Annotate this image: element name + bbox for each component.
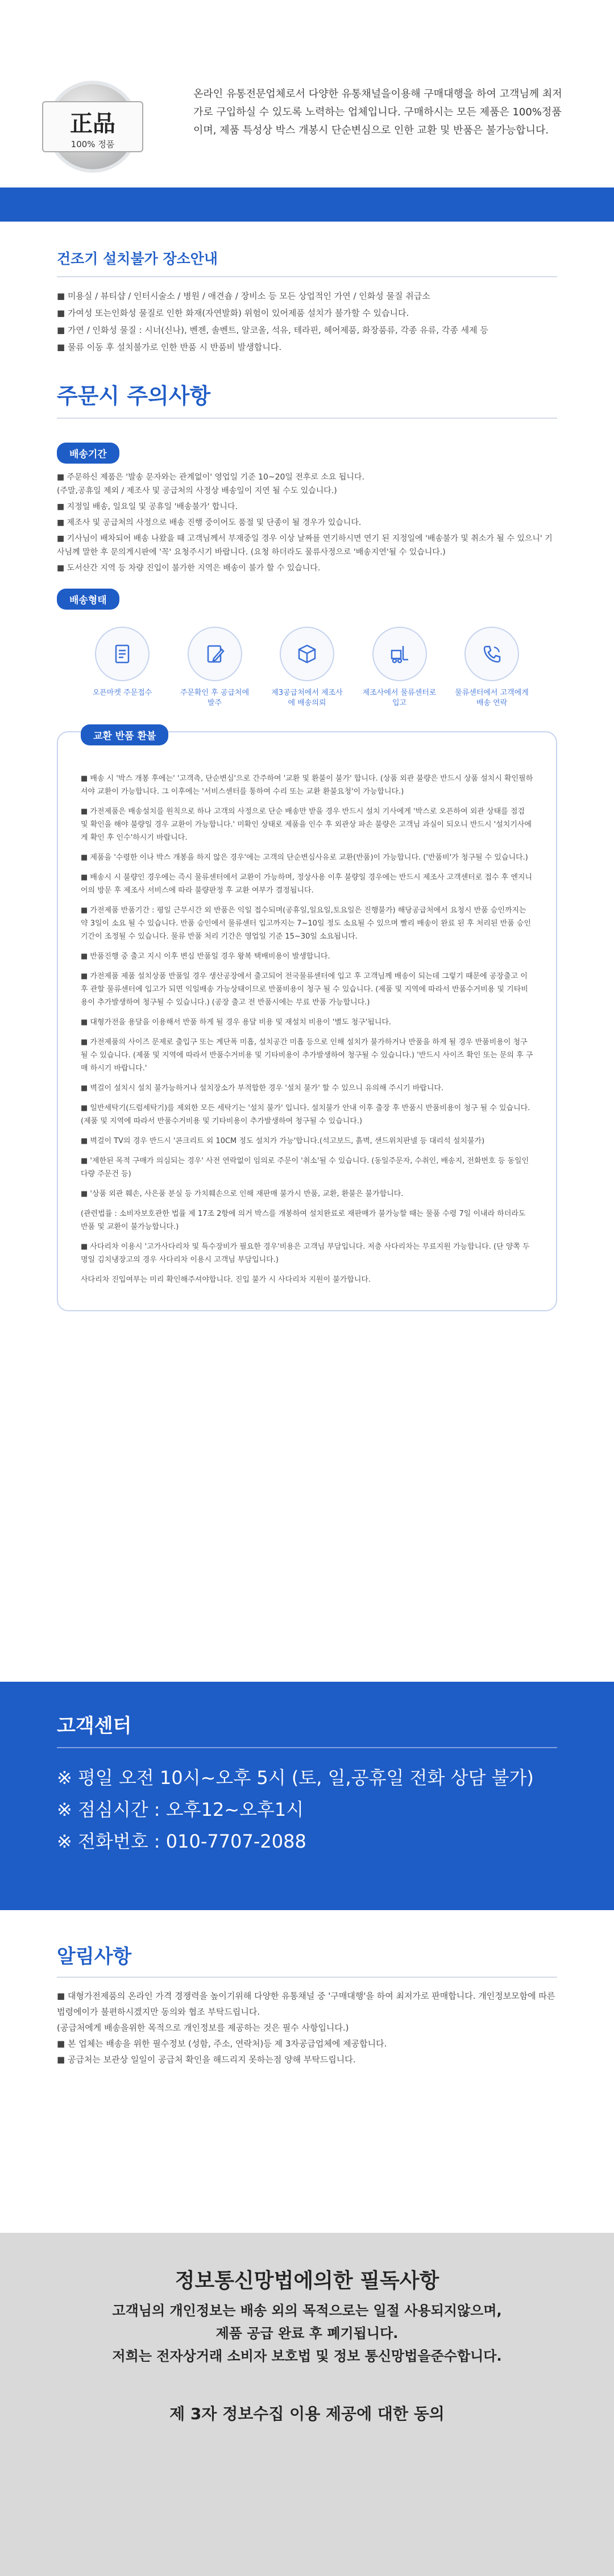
exchange-item: ■ 배송시 시 불량인 경우에는 즉시 물류센터에서 교환이 가능하며, 정상사용 이후 불량일 경우에는 반드시 제조사 고객센터로 접수 후 엔지니어의 방문 후 제조사 서비스에 따라 불량판정 후 교환 여부가 결정됩니다. xyxy=(81,873,533,895)
genuine-product-badge xyxy=(50,84,135,169)
notice-title: 알림사항 xyxy=(57,1945,132,1968)
badge-ribbon xyxy=(42,101,143,152)
edit-icon xyxy=(188,627,242,681)
top-blue-band xyxy=(0,187,614,222)
delivery-step xyxy=(363,627,437,708)
customer-center-title: 고객센터 xyxy=(57,1715,132,1737)
notice-item: (공급처에게 배송을위한 목적으로 개인정보를 제공하는 것은 필수 사항입니다.) xyxy=(57,2023,349,2033)
exchange-item: ■ '제한된 목적 구매가 의심되는 경우' 사전 연락없이 임의로 주문이 '취소'될 수 있습니다. (동일주문자, 수취인, 배송지, 전화번호 등 동일인 다량 주문건 등) xyxy=(81,1157,529,1178)
lunch-hours: ※ 점심시간 : 오후12~오후1시 xyxy=(57,1799,304,1820)
exchange-refund-label: 교환 반품 환불 xyxy=(81,724,168,745)
delivery-step-label: 주문확인 후 공급처에 발주 xyxy=(180,689,250,707)
delivery-period-item: ■ 주문하신 제품은 '발송 문자와는 관계없이' 영업일 기준 10~20일 전후로 소요 됩니다. xyxy=(57,473,364,482)
exchange-item: ■ 대형가전을 용달을 이용해서 반품 하게 될 경우 용달 비용 및 재설치 비용이 '별도 청구'됩니다. xyxy=(81,1018,392,1027)
exchange-item: ■ 벽걸이 설치시 설치 불가능하거나 설치장소가 부적합한 경우 '설치 불가' 할 수 있으니 유의해 주시기 바랍니다. xyxy=(81,1084,444,1093)
exchange-item: 사다리차 진입여부는 미리 확인해주셔야합니다. 진입 불가 시 사다리차 지원이 불가합니다. xyxy=(81,1276,371,1284)
notice-section xyxy=(0,1910,614,2098)
privacy-subtitle-line: 저희는 전자상거래 소비자 보호법 및 정보 통신망법을준수합니다. xyxy=(112,2348,502,2364)
delivery-period-item: ■ 제조사 및 공급처의 사정으로 배송 진행 중이어도 품절 및 단종이 될 경우가 있습니다. xyxy=(57,518,362,527)
delivery-step-label: 제3공급처에서 제조사에 배송의뢰 xyxy=(271,689,343,707)
exchange-item: ■ 배송 시 '박스 개봉 후에는' '고객측, 단순변심'으로 간주하여 '교환 및 환불이 불가' 합니다. (상품 외관 불량은 반드시 상품 설치시 확인필하셔야 교환이 가능합니다. 그 이후에는 '서비스센터를 통하여 수리 또는 교환 환불요청'이 가능합니다.) xyxy=(81,774,533,796)
intro-section xyxy=(0,0,614,187)
delivery-period-item: ■ 도서산간 지역 등 차량 진입이 불가한 지역은 배송이 불가 할 수 있습니다. xyxy=(57,564,321,573)
document-icon xyxy=(95,627,150,681)
divider xyxy=(57,1977,557,1978)
badge-title: 正品 xyxy=(70,110,115,137)
business-hours: ※ 평일 오전 10시~오후 5시 (토, 일,공휴일 전화 상담 불가) xyxy=(57,1767,534,1789)
badge-subtitle: 100% 정품 xyxy=(70,139,115,149)
exchange-item: ■ 가전제품 제품 설치상품 반품일 경우 생산공장에서 출고되어 전국물류센터에 입고 후 고객님께 배송이 되는데 그렇기 때문에 공장출고 이후 관할 물류센터에 입고가 되면 익일배송 가능상태이므로 반품비용이 청구 될 수 있습니다. (제품 및 지역에 따라서 반품수거비용 및 기타비용이 추가발생하여 청구될 수 있습니다.) (공장 출고 전 반품시에는 무료 반품 가능합니다.) xyxy=(81,972,528,1007)
forklift-icon xyxy=(372,627,427,681)
consent-title: 제 3자 정보수집 이용 제공에 대한 동의 xyxy=(169,2404,445,2423)
privacy-title: 정보통신망법에의한 필독사항 xyxy=(175,2269,439,2292)
exchange-item: ■ 사다리차 이용시 '고가사다리차 및 특수장비가 필요한 경우'비용은 고객님 부담입니다. 저층 사다리차는 무료지원 가능합니다. (단 양쪽 두명일 김치냉장고의 경우 사다리차 이용시 고객님 부담입니다.) xyxy=(81,1243,530,1264)
privacy-subtitle-line: 제품 공급 완료 후 폐기됩니다. xyxy=(215,2325,399,2341)
exchange-item: ■ 가전제품의 사이즈 문제로 출입구 또는 계단폭 미흡, 설치공간 미흡 등으로 인해 설치가 불가하거나 반품을 하게 될 경우 반품비용이 청구 될 수 있습니다. (제품 및 지역에 따라서 반품수거비용 및 기타비용이 추가발생하여 청구될 수 있습니다.) '반드시 사이즈 확인 또는 문의 후 구매 하시기 바랍니다.' xyxy=(81,1038,533,1073)
install-item: ■ 미용실 / 뷰티샵 / 인터시술소 / 병원 / 애견숍 / 장비소 등 모든 상업적인 가연 / 인화성 물질 취급소 xyxy=(57,291,430,301)
notice-item: ■ 대형가전제품의 온라인 가격 경쟁력을 높이기위해 다양한 유통채널 중 '구매대행'을 하여 최저가로 판매합니다. 개인정보모함에 따른법령에이가 불편하시겠지만 동의와 협조 부탁드립니다. xyxy=(57,1991,555,2017)
exchange-item: ■ 일반세탁기(드럼세탁기)를 제외한 모든 세탁기는 '설치 불가' 입니다. 설치불가 안내 이후 출장 후 반품시 반품비용이 청구 될 수 있습니다. (제품 및 지역에 따라서 반품수거비용 및 기타비용이 추가발생하여 청구될 수 있습니다.) xyxy=(81,1104,530,1126)
phone-number: ※ 전화번호 : 010-7707-2088 xyxy=(57,1831,306,1852)
divider xyxy=(57,1747,557,1748)
delivery-period-list xyxy=(57,470,557,575)
order-caution-title: 주문시 주의사항 xyxy=(57,384,211,409)
divider xyxy=(57,418,557,419)
exchange-item: ■ 가전제품 반품기간 : 평일 근무시간 외 반품은 익일 접수되며(공휴일,일요일,토요일은 진행불가) 해당공급처에서 요청시 반품 승인까지는 약 3일이 소요 될 수 있습니다. 반품 승인에서 물류센터 입고까지는 7~10일 정도 소요될 수 있으며 빨리 배송이 완료 된 후 처리된 반품 승인기간이 조정될 수 있습니다. 물류 반품 처리 기간은 영업일 기준 15~30일 소요됩니다. xyxy=(81,906,532,941)
exchange-item: ■ 가전제품은 배송설치를 원칙으로 하나 고객의 사정으로 단순 배송만 받을 경우 반드시 설치 기사에게 '박스로 오픈하여 외관 상태를 점검 및 확인을 해야 불량일 경우 교환이 가능합니다.' 미확인 상태로 제품을 인수 후 외관상 파손 불량은 고객님 과실이 되오니 반드시 '설치기사에게 확인 후 인수'하시기 바랍니다. xyxy=(81,807,532,842)
intro-text: 온라인 유통전문업체로서 다양한 유통채널을이용해 구매대행을 하여 고객님께 최저가로 구입하실 수 있도록 노력하는 업체입니다. 구매하시는 모든 제품은 100%정품이며, 제품 특성상 박스 개봉시 단순변심으로 인한 교환 및 반품은 불가능합니다. xyxy=(193,88,562,136)
delivery-step xyxy=(85,627,159,708)
delivery-step xyxy=(270,627,344,708)
delivery-step-label: 오픈마켓 주문접수 xyxy=(92,689,152,697)
exchange-item: ■ 반품진행 중 출고 지시 이후 변심 반품일 경우 왕복 택배비용이 발생합니다. xyxy=(81,952,330,961)
box-icon xyxy=(280,627,334,681)
exchange-item: ■ 벽걸이 TV의 경우 반드시 '콘크리트 외 10CM 정도 설치가 가능'합니다.(석고보드, 흙벽, 샌드위치판넬 등 대리석 설치불가) xyxy=(81,1137,485,1145)
notice-item: ■ 본 업체는 배송을 위한 필수정보 (성함, 주소, 연락처)등 제 3자공급업체에 제공합니다. xyxy=(57,2039,387,2049)
exchange-item: ■ '상품 외관 훼손, 사은품 분실 등 가치훼손으로 인해 재판매 불가시 반품, 교환, 환불은 불가합니다. xyxy=(81,1190,404,1198)
delivery-form-label: 배송형태 xyxy=(57,589,119,610)
install-item: ■ 가여성 또는인화성 물질로 인한 화재(자연발화) 위험이 있어제품 설치가 불가할 수 있습니다. xyxy=(57,308,409,318)
delivery-period-label: 배송기간 xyxy=(57,443,119,464)
notice-item: ■ 공급처는 보관상 일일이 공급처 확인을 해드리지 못하는점 양해 부탁드립니다. xyxy=(57,2054,356,2065)
delivery-period-item: (주말,공휴일 제외 / 제조사 및 공급처의 사정상 배송일이 지연 될 수도 있습니다.) xyxy=(57,486,337,495)
install-title: 건조기 설치불가 장소안내 xyxy=(57,251,218,267)
delivery-step xyxy=(455,627,529,708)
privacy-section xyxy=(0,2233,614,2576)
exchange-refund-box xyxy=(57,731,557,1311)
delivery-step xyxy=(178,627,252,708)
delivery-step-label: 제조사에서 물류센터로 입고 xyxy=(362,689,437,707)
exchange-item: (관련법률 : 소비자보호관한 법률 제 17조 2항에 의거 박스를 개봉하여 설치완료로 재판매가 불가능할 때는 물품 수령 7일 이내라 하더라도 반품 및 교환이 불가능합니다.) xyxy=(81,1210,526,1231)
privacy-subtitle-line: 고객님의 개인정보는 배송 외의 목적으로는 일절 사용되지않으며, xyxy=(112,2303,502,2319)
install-item: ■ 물류 이동 후 설치불가로 인한 반품 시 반품비 발생합니다. xyxy=(57,342,282,352)
exchange-item: ■ 제품을 '수령한 이나 박스 개봉을 하지 않은 경우'에는 고객의 단순변심사유로 교환(반품)이 가능합니다. ('반품비'가 청구될 수 있습니다.) xyxy=(81,853,528,862)
delivery-form-steps xyxy=(57,610,557,708)
delivery-period-item: ■ 지정일 배송, 일요일 및 공휴일 '배송불가' 합니다. xyxy=(57,502,238,511)
install-section xyxy=(0,248,614,708)
phone-icon xyxy=(464,627,519,681)
divider xyxy=(57,276,557,277)
delivery-step-label: 물류센터에서 고객에게 배송 연락 xyxy=(455,689,529,707)
customer-center-section xyxy=(0,1682,614,1910)
delivery-period-item: ■ 기사님이 배차되어 배송 나왔을 때 고객님께서 부재중일 경우 이상 날짜를 연기하시면 연기 된 지정일에 '배송불가 및 취소가 될 수 있으니' 기사님께 말한 후 문의게시판에 '꼭' 요청주시기 바랍니다. (요청 하더라도 물류사정으로 '배송지연'될 수 있습니다.) xyxy=(57,534,553,557)
install-item: ■ 가연 / 인화성 물질 : 시너(신나), 벤젠, 솔벤트, 알코올, 석유, 테라핀, 헤어제품, 화장품류, 각종 유류, 각종 세제 등 xyxy=(57,325,488,335)
